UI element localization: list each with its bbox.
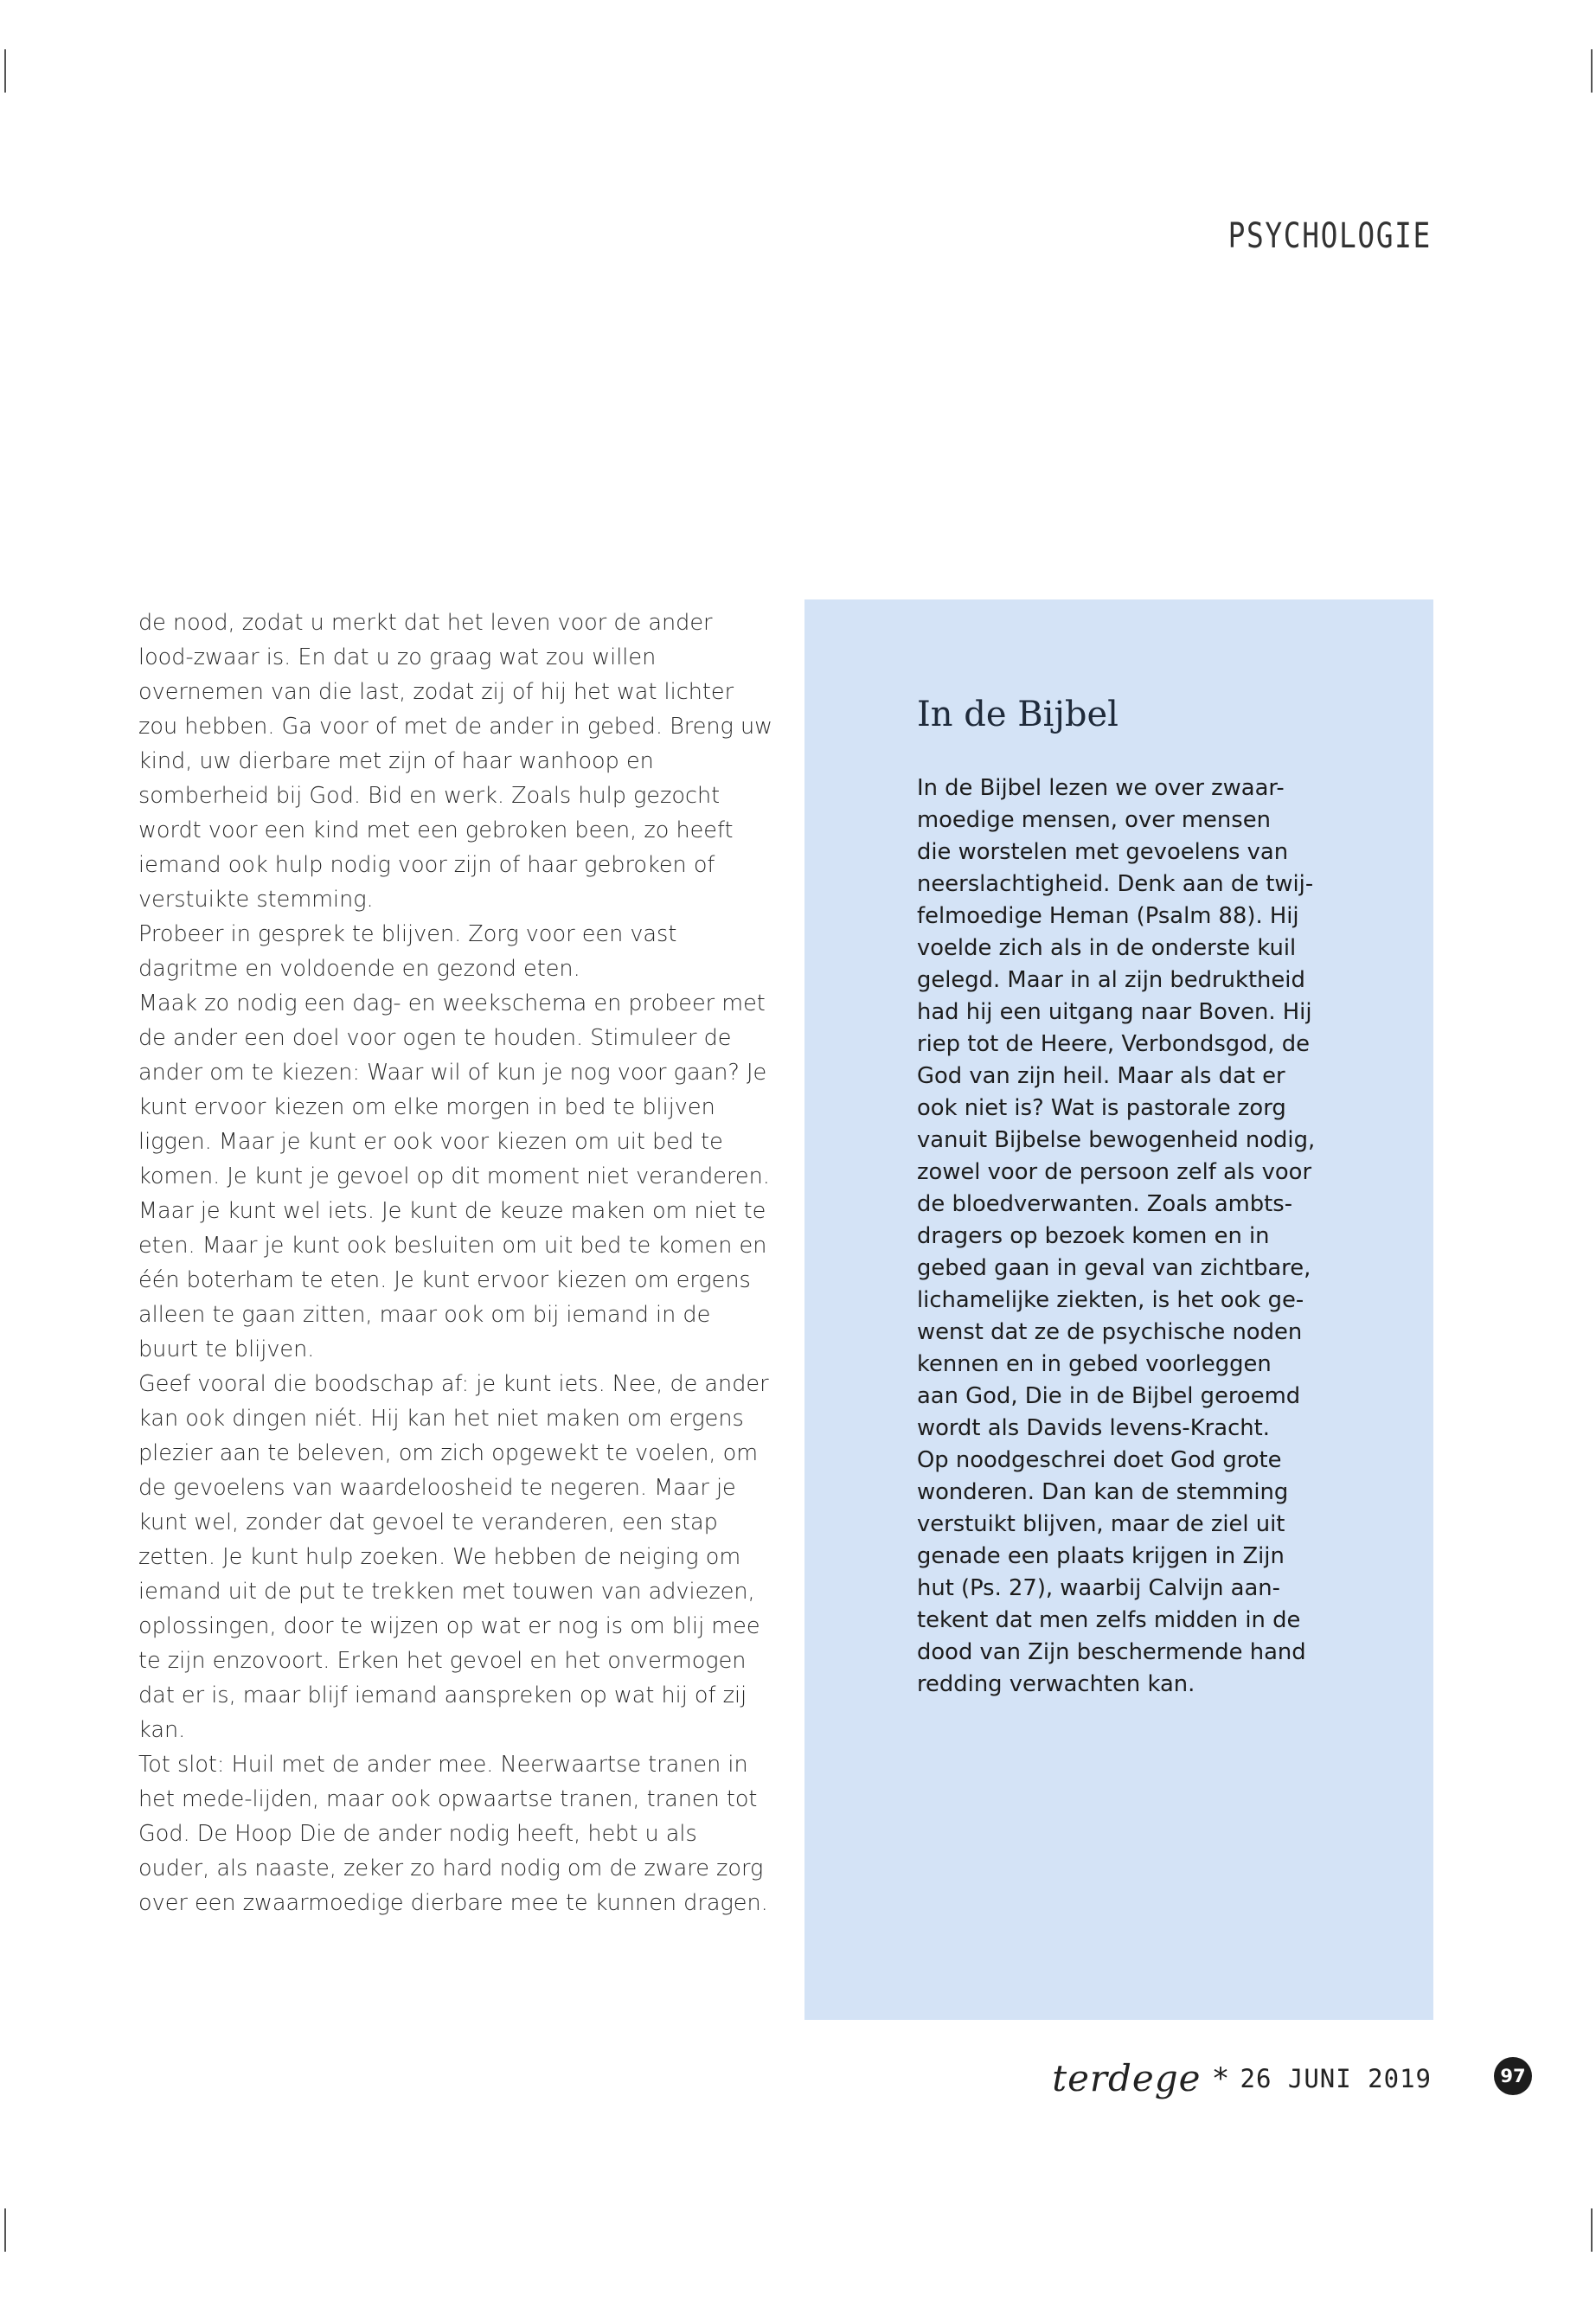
page-footer [1052,2057,1432,2099]
section-label: PSYCHOLOGIE [1227,216,1432,256]
crop-mark-bottom-left [4,2208,6,2252]
crop-mark-top-right [1591,49,1593,93]
body-paragraph: Probeer in gesprek te blijven. Zorg voor een vast dagritme en voldoende en gezond eten. [138,921,677,982]
sidebar-box [804,599,1433,2020]
article-body [138,606,774,1920]
crop-mark-top-left [4,49,6,93]
page-number: 97 [1494,2057,1532,2095]
body-paragraph: Geef vooral die boodschap af: je kunt iets. Nee, de ander kan ook dingen niét. Hij kan het niet maken om ergens plezier aan te beleven, om zich opgewekt te voelen, om de gevoelens van waardeloosheid te negeren. Maar je kunt wel, zonder dat gevoel te veranderen, een stap zetten. Je kunt hulp zoeken. We hebben de neiging om iemand uit de put te trekken met touwen van adviezen, oplossingen, door te wijzen op wat er nog is om blij mee te zijn enzovoort. Erken het gevoel en het onvermogen dat er is, maar blijf iemand aanspreken op wat hij of zij kan. [138,1371,769,1743]
issue-date: 26 JUNI 2019 [1240,2063,1432,2093]
sidebar-title: In de Bijbel [917,695,1118,734]
sidebar-text: In de Bijbel lezen we over zwaar- moedige mensen, over mensen die worstelen met gevoelens van neerslachtigheid. Denk aan de twij- felmoedige Heman (Psalm 88). Hij voelde zich als in de onderste kuil gelegd. Maar in al zijn bedruktheid had hij een uitgang naar Boven. Hij riep tot de Heere, Verbondsgod, de God van zijn heil. Maar als dat er ook niet is? Wat is pastorale zorg vanuit Bijbelse bewogenheid nodig, zowel voor de persoon zelf als voor de bloedverwanten. Zoals ambts- dragers op bezoek komen en in gebed gaan in geval van zichtbare, lichamelijke ziekten, is het ook ge- wenst dat ze de psychische noden kennen en in gebed voorleggen aan God, Die in de Bijbel geroemd wordt als Davids levens-Kracht. Op noodgeschrei doet God grote wonderen. Dan kan de stemming verstuikt blijven, maar de ziel uit genade een plaats krijgen in Zijn hut (Ps. 27), waarbij Calvijn aan- tekent dat men zelfs midden in de dood van Zijn beschermende hand redding verwachten kan. [917,775,1316,1697]
crop-mark-bottom-right [1591,2208,1593,2252]
asterisk-icon: * [1213,2061,1228,2096]
body-paragraph: de nood, zodat u merkt dat het leven voor de ander lood-zwaar is. En dat u zo graag wat zou willen overnemen van die last, zodat zij of hij het wat lichter zou hebben. Ga voor of met de ander in gebed. Breng uw kind, uw dierbare met zijn of haar wanhoop en somberheid bij God. Bid en werk. Zoals hulp gezocht wordt voor een kind met een gebroken been, zo heeft iemand ook hulp nodig voor zijn of haar gebroken of verstuikte stemming. [138,610,772,913]
body-paragraph: Maak zo nodig een dag- en weekschema en probeer met de ander een doel voor ogen te houden. Stimuleer de ander om te kiezen: Waar wil of kun je nog voor gaan? Je kunt ervoor kiezen om elke morgen in bed te blijven liggen. Maar je kunt er ook voor kiezen om uit bed te komen. Je kunt je gevoel op dit moment niet veranderen. Maar je kunt wel iets. Je kunt de keuze maken om niet te eten. Maar je kunt ook besluiten om uit bed te komen en één boterham te eten. Je kunt ervoor kiezen om ergens alleen te gaan zitten, maar ook om bij iemand in de buurt te blijven. [138,990,770,1362]
magazine-logo: terdege [1052,2057,1202,2099]
body-paragraph: Tot slot: Huil met de ander mee. Neerwaartse tranen in het mede-lijden, maar ook opwaartse tranen, tranen tot God. De Hoop Die de ander nodig heeft, hebt u als ouder, als naaste, zeker zo hard nodig om de zware zorg over een zwaarmoedige dierbare mee te kunnen dragen. [138,1752,768,1916]
